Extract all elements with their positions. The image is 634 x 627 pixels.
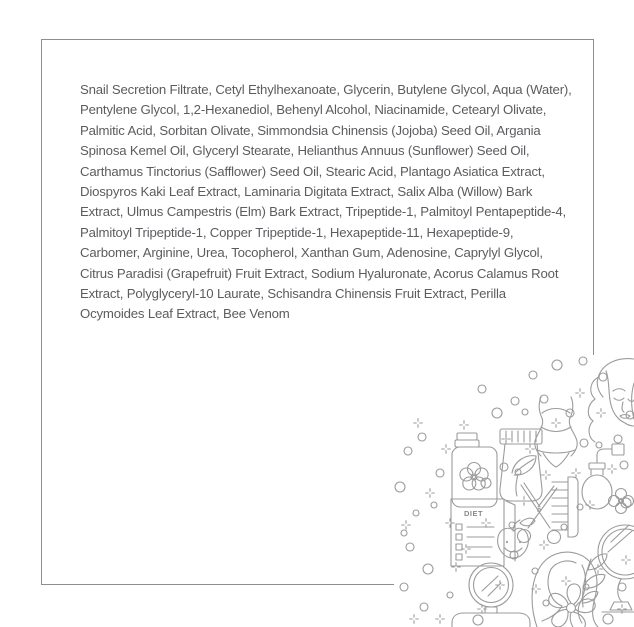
compact-mirror-icon	[452, 563, 530, 627]
sparkle-icon	[462, 545, 471, 554]
beauty-illustration	[394, 355, 634, 627]
vanity-mirror-icon	[598, 525, 634, 612]
sparkle-icon	[526, 445, 535, 454]
sparkle-icon	[562, 577, 571, 586]
sparkle-icon	[572, 469, 581, 478]
sparkle-icon	[426, 489, 435, 498]
sparkle-icon	[552, 419, 561, 428]
ingredients-text: Snail Secretion Filtrate, Cetyl Ethylhexanoate, Glycerin, Butylene Glycol, Aqua (Water), Pentylene Glycol, 1,2-Hexanediol, Behenyl Alcohol, Niacinamide, Cetearyl Olivate, Palmitic Acid, Sorbitan Olivate, Simmondsia Chinensis (Jojoba) Seed Oil, Argania Spinosa Kemel Oil, Glyceryl Stearate, Helianthus Annuus (Sunflower) Seed Oil, Carthamus Tinctorius (Safflower) Seed Oil, Stearic Acid, Plantago Asiatica Extract, Diospyros Kaki Leaf Extract, Laminaria Digitata Extract, Salix Alba (Willow) Bark Extract, Ulmus Campestris (Elm) Bark Extract, Tripeptide-1, Palmitoyl Pentapeptide-4, Palmitoyl Tripeptide-1, Copper Tripeptide-1, Hexapeptide-11, Hexapeptide-9, Carbomer, Arginine, Urea, Tocopherol, Xanthan Gum, Adenosine, Caprylyl Glycol, Citrus Paradisi (Grapefruit) Fruit Extract, Sodium Hyaluronate, Acorus Calamus Root Extract, Polyglyceryl-10 Laurate, Schisandra Chinensis Fruit Extract, Perilla Ocymoides Leaf Extract, Bee Venom	[80, 82, 572, 322]
sparkle-icon	[402, 521, 411, 530]
sparkle-icon	[597, 409, 606, 418]
diet-plan-icon	[451, 499, 535, 566]
sparkle-icon	[446, 519, 455, 528]
sparkle-icon	[442, 445, 451, 454]
cosmetic-bottle-icon	[452, 433, 497, 507]
sparkle-icon	[622, 556, 631, 565]
diet-label: DIET	[464, 509, 484, 518]
cosmetic-tube-icon	[500, 429, 542, 501]
sparkle-icon	[496, 581, 505, 590]
sparkle-icon	[482, 519, 491, 528]
sparkle-icon	[542, 471, 551, 480]
beauty-illustration-svg	[394, 355, 634, 627]
sparkle-icon	[460, 421, 469, 430]
diet-checklist	[456, 524, 494, 560]
sparkle-icon	[410, 615, 419, 624]
comb-icon	[552, 477, 578, 537]
sparkle-icon	[608, 465, 617, 474]
flower-icon	[547, 584, 597, 627]
scissors-icon	[518, 483, 561, 544]
sparkle-icon	[436, 615, 445, 624]
sparkle-icon	[576, 389, 585, 398]
sparkle-icon	[414, 419, 423, 428]
woman-face-icon	[588, 359, 634, 442]
swimsuit-body-icon	[535, 397, 577, 467]
sparkle-icon	[452, 563, 461, 572]
sparkle-icon	[540, 541, 549, 550]
